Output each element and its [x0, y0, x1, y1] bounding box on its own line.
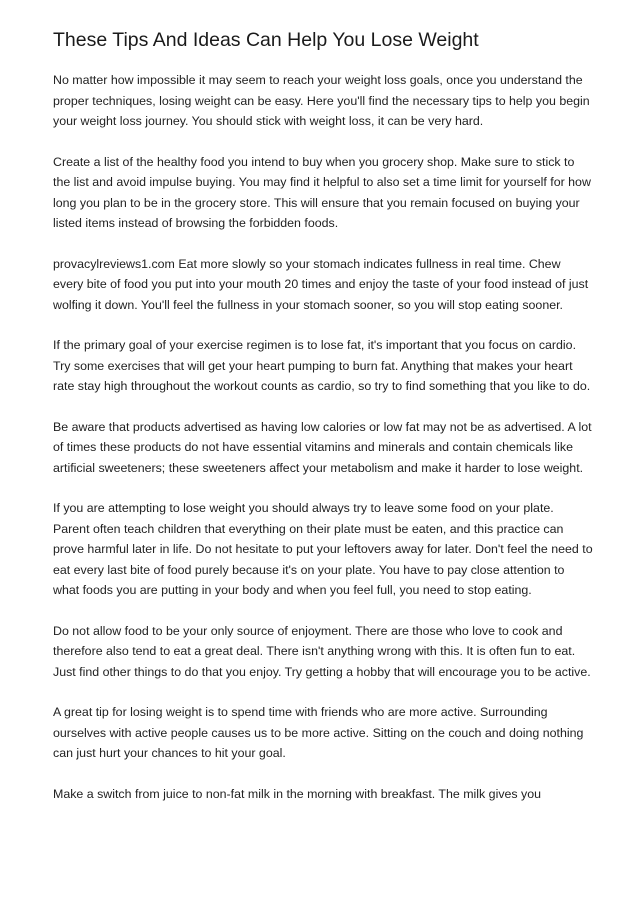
page-title: These Tips And Ideas Can Help You Lose Weight: [53, 29, 479, 51]
paragraph-cardio: If the primary goal of your exercise regimen is to lose fat, it's important that you focus on cardio. Try some exercises that will get your heart pumping to burn fat. Anything that makes your heart rate stay high throughout the workout counts as cardio, so try to find something that you like to do.: [53, 338, 591, 393]
article-body: [53, 70, 593, 824]
paragraph-non-fat-milk: Make a switch from juice to non-fat milk in the morning with breakfast. The milk gives you: [53, 786, 542, 801]
paragraph-leave-food: If you are attempting to lose weight you should always try to leave some food on your plate. Parent often teach children that everything on their plate must be eaten, and this practice can prove harmful later in life. Do not hesitate to put your leftovers away for later. Don't feel the need to eat every last bite of food purely because it's on your plate. You have to pay close attention to what foods you are putting in your body and when you feel full, you need to stop eating.: [53, 501, 593, 597]
paragraph-grocery-list: Create a list of the healthy food you intend to buy when you grocery shop. Make sure to stick to the list and avoid impulse buying. You may find it helpful to also set a time limit for yourself for how long you plan to be in the grocery store. This will ensure that you remain focused on buying your listed items instead of browsing the forbidden foods.: [53, 154, 591, 230]
paragraph-low-fat-products: Be aware that products advertised as having low calories or low fat may not be as advertised. A lot of times these products do not have essential vitamins and minerals and contain chemicals like artificial sweeteners; these sweeteners affect your metabolism and make it harder to lose weight.: [53, 419, 592, 475]
paragraph-enjoyment: Do not allow food to be your only source of enjoyment. There are those who love to cook and therefore also tend to eat a great deal. There isn't anything wrong with this. It is often fun to eat. Just find other things to do that you enjoy. Try getting a hobby that will encourage you to be active.: [53, 623, 591, 679]
paragraph-active-friends: A great tip for losing weight is to spend time with friends who are more active. Surrounding ourselves with active people causes us to be more active. Sitting on the couch and doing nothing can just hurt your chances to hit your goal.: [53, 705, 584, 760]
paragraph-eat-slowly: provacylreviews1.com Eat more slowly so your stomach indicates fullness in real time. Chew every bite of food you put into your mouth 20 times and enjoy the taste of your food instead of just wolfing it down. You'll feel the fullness in your stomach sooner, so you will stop eating sooner.: [53, 256, 589, 312]
paragraph-intro: No matter how impossible it may seem to reach your weight loss goals, once you understand the proper techniques, losing weight can be easy. Here you'll find the necessary tips to help you begin your weight loss journey. You should stick with weight loss, it can be very hard.: [53, 73, 590, 128]
